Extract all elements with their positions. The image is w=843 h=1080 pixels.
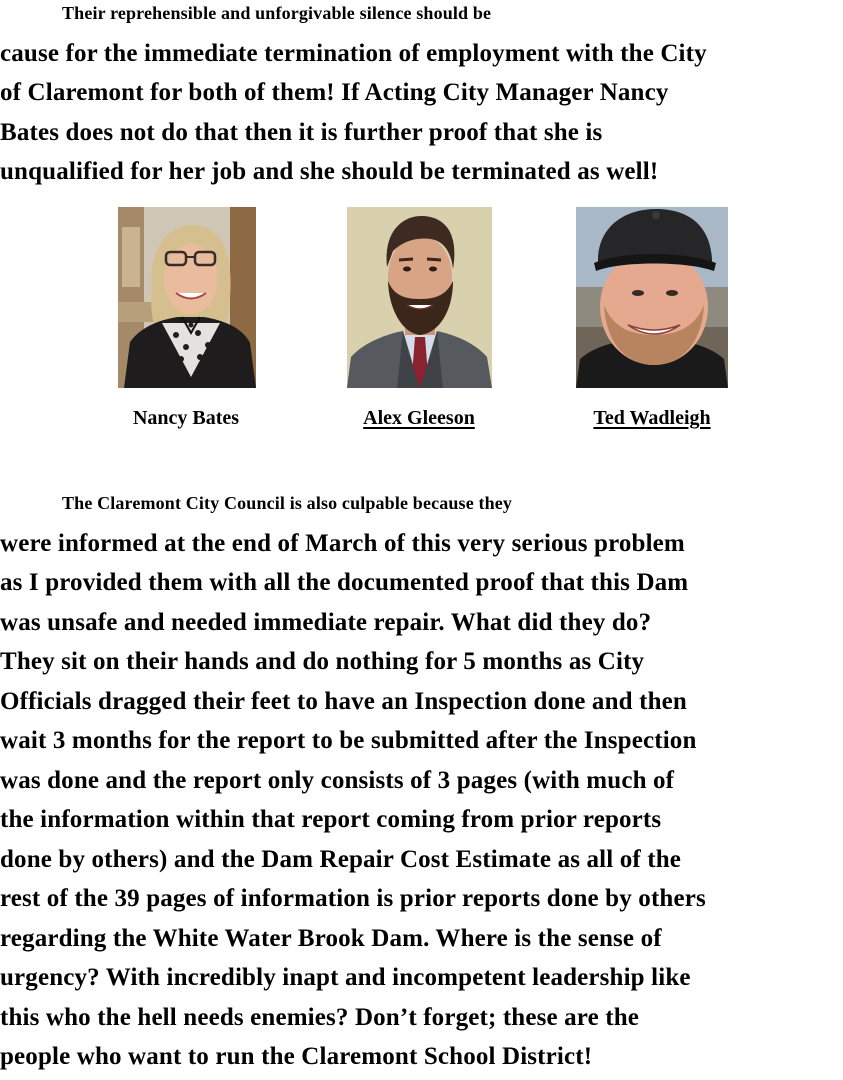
paragraph-line: was done and the report only consists of 3 pages (with much of <box>0 766 675 794</box>
paragraph-line: of Claremont for both of them! If Acting City Manager Nancy <box>0 79 669 106</box>
paragraph-line: The Claremont City Council is also culpable because they <box>62 493 513 513</box>
photo-alex-gleeson <box>347 207 492 388</box>
paragraph-line: were informed at the end of March of this very serious problem <box>0 529 685 557</box>
paragraph-line: cause for the immediate termination of employment with the City <box>0 39 707 67</box>
paragraph-line: Bates does not do that then it is further proof that she is <box>0 118 603 146</box>
caption-ted-wadleigh[interactable]: Ted Wadleigh <box>593 407 711 429</box>
paragraph-2 <box>0 484 843 1077</box>
paragraph-line: people who want to run the Claremont School District! <box>0 1043 593 1070</box>
portrait-man-cap-icon <box>576 207 728 388</box>
paragraph-line: Officials dragged their feet to have an Inspection done and then <box>0 687 687 715</box>
photo-nancy-bates <box>118 207 256 388</box>
paragraph-line: done by others) and the Dam Repair Cost Estimate as all of the <box>0 845 682 873</box>
portrait-woman-icon <box>118 207 256 388</box>
paragraph-line: They sit on their hands and do nothing for 5 months as City <box>0 648 645 675</box>
paragraph-line: unqualified for her job and she should be terminated as well! <box>0 158 659 185</box>
paragraph-line: as I provided them with all the documented proof that this Dam <box>0 569 689 596</box>
portrait-man-icon <box>347 207 492 388</box>
caption-alex-gleeson[interactable]: Alex Gleeson <box>363 407 475 429</box>
paragraph-line: this who the hell needs enemies? Don’t forget; these are the <box>0 1003 639 1031</box>
photo-row <box>0 0 843 440</box>
paragraph-line: urgency? With incredibly inapt and incompetent leadership like <box>0 964 691 991</box>
paragraph-line: wait 3 months for the report to be submitted after the Inspection <box>0 727 697 754</box>
caption-nancy-bates: Nancy Bates <box>132 407 240 429</box>
paragraph-line: rest of the 39 pages of information is prior reports done by others <box>0 885 706 912</box>
paragraph-line: was unsafe and needed immediate repair. What did they do? <box>0 608 652 636</box>
paragraph-line: Their reprehensible and unforgivable silence should be <box>62 3 492 23</box>
photo-ted-wadleigh <box>576 207 728 388</box>
paragraph-line: regarding the White Water Brook Dam. Where is the sense of <box>0 924 662 952</box>
paragraph-line: the information within that report coming from prior reports <box>0 806 662 833</box>
